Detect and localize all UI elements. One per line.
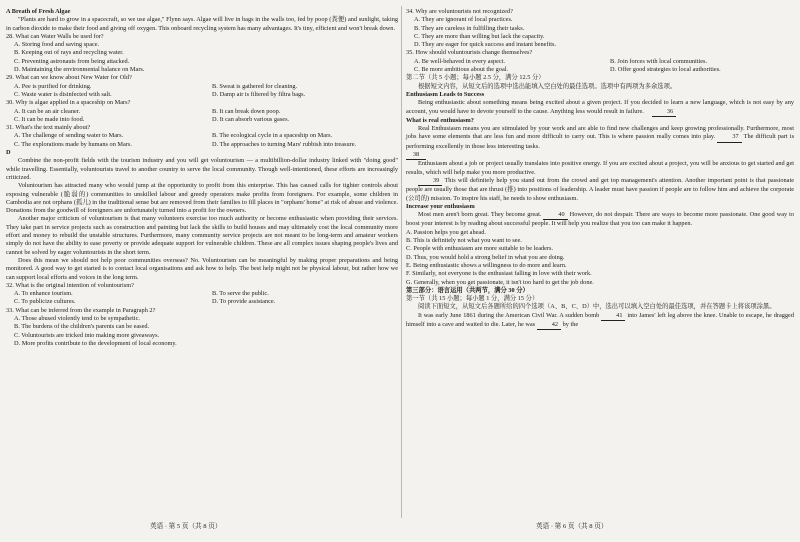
option: C. To publicize cultures.: [14, 298, 76, 306]
option: B. Keeping out of rays and recycling water.: [14, 49, 124, 57]
section-heading: 第一节（共 15 小题；每小题 1 分，满分 15 分）: [406, 295, 539, 303]
option: A. It can be an air cleaner.: [14, 107, 81, 115]
blank-39: 39: [418, 177, 442, 186]
part-heading: 第三部分：语言运用（共两节，满分 30 分）: [406, 286, 529, 294]
passage-paragraph: Enthusiasm about a job or project usually translates into positive energy. If you are excited about a project, you will be anxious to get started and get results, which will help make you more productive.: [406, 160, 794, 176]
passage-title: Enthusiasm Leads to Success: [406, 90, 485, 98]
text: It was early June 1861 during the American Civil War. A sudden bomb: [418, 311, 600, 319]
section-instructions: 根据短文内容，从短文后的选项中选出能填入空白处的最佳选项。选项中有两项为多余选项。: [418, 82, 677, 90]
subheading: What is real enthusiasm?: [406, 116, 474, 124]
blank-41: 41: [601, 312, 625, 321]
question-30-options: [6, 108, 398, 125]
option: B. Sweat is gathered for cleaning.: [212, 82, 298, 90]
text: by the: [562, 320, 579, 328]
text: Most men aren't born great. They become great.: [418, 211, 542, 219]
passage-label-d: D: [6, 149, 11, 157]
page-footer-right: 英语 · 第 6 页（共 8 页）: [536, 523, 608, 530]
question-31-options: [6, 132, 398, 149]
question-33-options: [6, 315, 398, 348]
text: The difficult part is performing excellently in those less interesting tasks.: [406, 133, 795, 150]
question-30: 30. Why is algae applied in a spaceship on Mars?: [6, 99, 131, 107]
option: C. Voluntourists are tricked into making more giveaways.: [14, 331, 160, 339]
option: D. It can absorb various gases.: [212, 115, 290, 123]
choice: G. Generally, when you get passionate, it isn't too hard to get the job done.: [406, 278, 594, 286]
passage-paragraph: [406, 125, 794, 151]
option: D. Maintaining the environmental balance on Mars.: [14, 66, 145, 74]
text: into James' left leg above the knee. Unable to escape, he dragged himself into a cave and waited to die. Later, he was: [406, 311, 794, 328]
choice: F. Similarly, not everyone is the enthusiast falling in love with their work.: [406, 270, 592, 278]
page-footer-left: 英语 · 第 5 页（共 8 页）: [150, 523, 222, 530]
question-35: 35. How should voluntourists change themselves?: [406, 49, 533, 57]
column-divider: [401, 6, 402, 518]
right-column: [406, 8, 794, 330]
option: C. The explorations made by humans on Mars.: [14, 140, 132, 148]
option: D. Offer good strategies to local authorities.: [610, 66, 721, 74]
question-31: 31. What's the text mainly about?: [6, 124, 91, 132]
choice: D. Thus, you would hold a strong belief in what you are doing.: [406, 253, 565, 261]
text: However, do not despair. There are ways to become more passionate. One good way to boost your interest is by reading about successful people. It will help you realize that you too can make it happen.: [406, 211, 794, 228]
option: D. To provide assistance.: [212, 298, 276, 306]
answer-choices: [406, 229, 794, 287]
passage-paragraph: [406, 177, 794, 203]
option: A. To enhance tourism.: [14, 290, 73, 298]
option: B. To serve the public.: [212, 290, 269, 298]
question-32-options: [6, 290, 398, 307]
subheading: Increase your enthusiasm: [406, 202, 475, 210]
text: This will definitely help you stand out from the crowd and get top management's attention. Another important point is that passionate people are usually those that are thrust (推) into positions of leadership. A leader must have passion if people are to follow him and achieve the corporate (公司的) mission. To inspire his staff, he needs to show enthusiasm.: [406, 176, 794, 202]
option: C. Preventing astronauts from being attacked.: [14, 57, 130, 65]
choice: B. This is definitely not what you want to see.: [406, 237, 522, 245]
option: C. It can be made into food.: [14, 115, 85, 123]
passage-paragraph: [406, 151, 794, 160]
option: D. More profits contribute to the development of local economy.: [14, 339, 177, 347]
option: A. Storing food and saving space.: [14, 41, 100, 49]
option: D. They are eager for quick success and instant benefits.: [414, 41, 557, 49]
passage-paragraph: Combine the non-profit fields with the tourism industry and you will get voluntourism — a multibillion-dollar industry linked with "doing good" while travelling. Essentially, voluntourists travel to another country to serve the local community. Though well-intentioned, these efforts are increasingly criticized.: [6, 157, 398, 181]
section-title: A Breath of Fresh Algae: [6, 8, 71, 15]
question-32: 32. What is the original intention of voluntourism?: [6, 281, 134, 289]
passage-paragraph: [406, 211, 794, 229]
choice: C. People with enthusiasm are more suitable to be leaders.: [406, 245, 554, 253]
option: D. The approaches to turning Mars' rubbish into treasure.: [212, 140, 357, 148]
option: C. They are more than willing but lack the capacity.: [414, 32, 545, 40]
blank-40: 40: [543, 211, 567, 220]
question-34: 34. Why are voluntourists not recognized?: [406, 8, 513, 15]
blank-36: 36: [652, 108, 676, 117]
section-instructions: 阅读下面短文，从短文后各题所给的四个选项（A、B、C、D）中，选出可以填入空白处的最佳选项，并在答题卡上将该项涂黑。: [418, 303, 776, 311]
option: B. They are careless in fulfilling their tasks.: [414, 24, 525, 32]
blank-42: 42: [537, 321, 561, 330]
text: Being enthusiastic about something means being excited about a given project. If you decided to learn a new language, which is not easy by any account, you would have to devote yourself to the cause. Anything less would result in failure.: [406, 99, 794, 115]
option: B. Join forces with local communities.: [610, 57, 708, 65]
passage-paragraph: [406, 312, 794, 331]
question-28: 28. What can Water Walls be used for?: [6, 32, 104, 40]
option: A. The challenge of sending water to Mars.: [14, 132, 124, 140]
option: C. Waste water is disinfected with salt.: [14, 90, 112, 98]
option: B. The ecological cycle in a spaceship on Mars.: [212, 132, 333, 140]
question-28-options: [6, 41, 398, 74]
option: A. Be well-behaved in every aspect.: [414, 57, 506, 65]
text: Real Enthusiasm means you are stimulated by your work and are able to find new challenges and keep growing professionally. Furthermore, most jobs have some elements that are less fun and more difficult to carry out. This is where passion really comes into play.: [406, 125, 794, 141]
question-29: 29. What can we know about New Water for Old?: [6, 74, 132, 82]
option: B. The burdens of the children's parents can be eased.: [14, 323, 150, 331]
section-heading: 第二节（共 5 小题；每小题 2.5 分，满分 12.5 分）: [406, 74, 545, 82]
choice: E. Being enthusiastic shows a willingness to do more and learn.: [406, 261, 567, 269]
option: D. Damp air is filtered by filtra bags.: [212, 90, 306, 98]
question-29-options: [6, 83, 398, 100]
choice: A. Passion helps you get ahead.: [406, 228, 486, 236]
passage-paragraph: Voluntourism has attracted many who would jump at the opportunity to profit from this enterprise. This has caused calls for tighter controls about exposing vulnerable (脆弱的) communities to unskilled labour and greedy operators make profits from foreigners. For example, some children in Cambodia are not orphans (孤儿) in the traditional sense but are removed from their families to fill places in "orphans' home" at risk of abuse and violence. Donations from the goodwill of foreigners are unfortunately turned into a profit for the owners.: [6, 182, 398, 215]
blank-37: 37: [717, 133, 741, 142]
passage-paragraph: Another major criticism of voluntourism is that many volunteers exercise too much authority or become enthusiastic when providing their services. They take part in service projects such as construction and painting but lack the skills to build houses and may ultimately cost the local community more effort and money to rebuild the unstable structures. Furthermore, many community service projects are not meant to be long-term and amateur workers simply do not have the ability to ease poverty or provide adequate support for vulnerable children. These are all complex issues shaping people's lives and cannot be solved by eager voluntourists in the short term.: [6, 215, 398, 256]
question-33: 33. What can be inferred from the example in Paragraph 2?: [6, 306, 156, 314]
option: B. It can break down poop.: [212, 107, 281, 115]
left-column: [6, 8, 398, 348]
blank-38: 38: [406, 151, 426, 160]
option: A. They are ignorant of local practices.: [414, 16, 513, 24]
passage-paragraph: [406, 99, 794, 117]
question-34-options: [406, 16, 794, 49]
passage-paragraph: Does this mean we should not help poor communities overseas? No. Voluntourism can be meaningful by making proper preparations and being monitored. A good way to get started is to contact local organisations and ask how to help. The best help might not be physical labour, but rather how we can support local efforts and voices in the long term.: [6, 256, 398, 281]
option: A. Pee is purified for drinking.: [14, 82, 92, 90]
option: C. Be more ambitious about the goal.: [414, 66, 509, 74]
question-35-options: [406, 58, 794, 75]
option: A. Those abused violently tend to be sympathetic.: [14, 314, 140, 322]
passage-paragraph: "Plants are hard to grow in a spacecraft, so we use algae," Flynn says. Algae will live in bags in the walls too, fed by poop (粪便) and sunlight, taking in carbon dioxide to make their food and giving off oxygen. This onboard recycling system has many advantages. It's tiny, efficient and won't break down.: [6, 16, 398, 32]
